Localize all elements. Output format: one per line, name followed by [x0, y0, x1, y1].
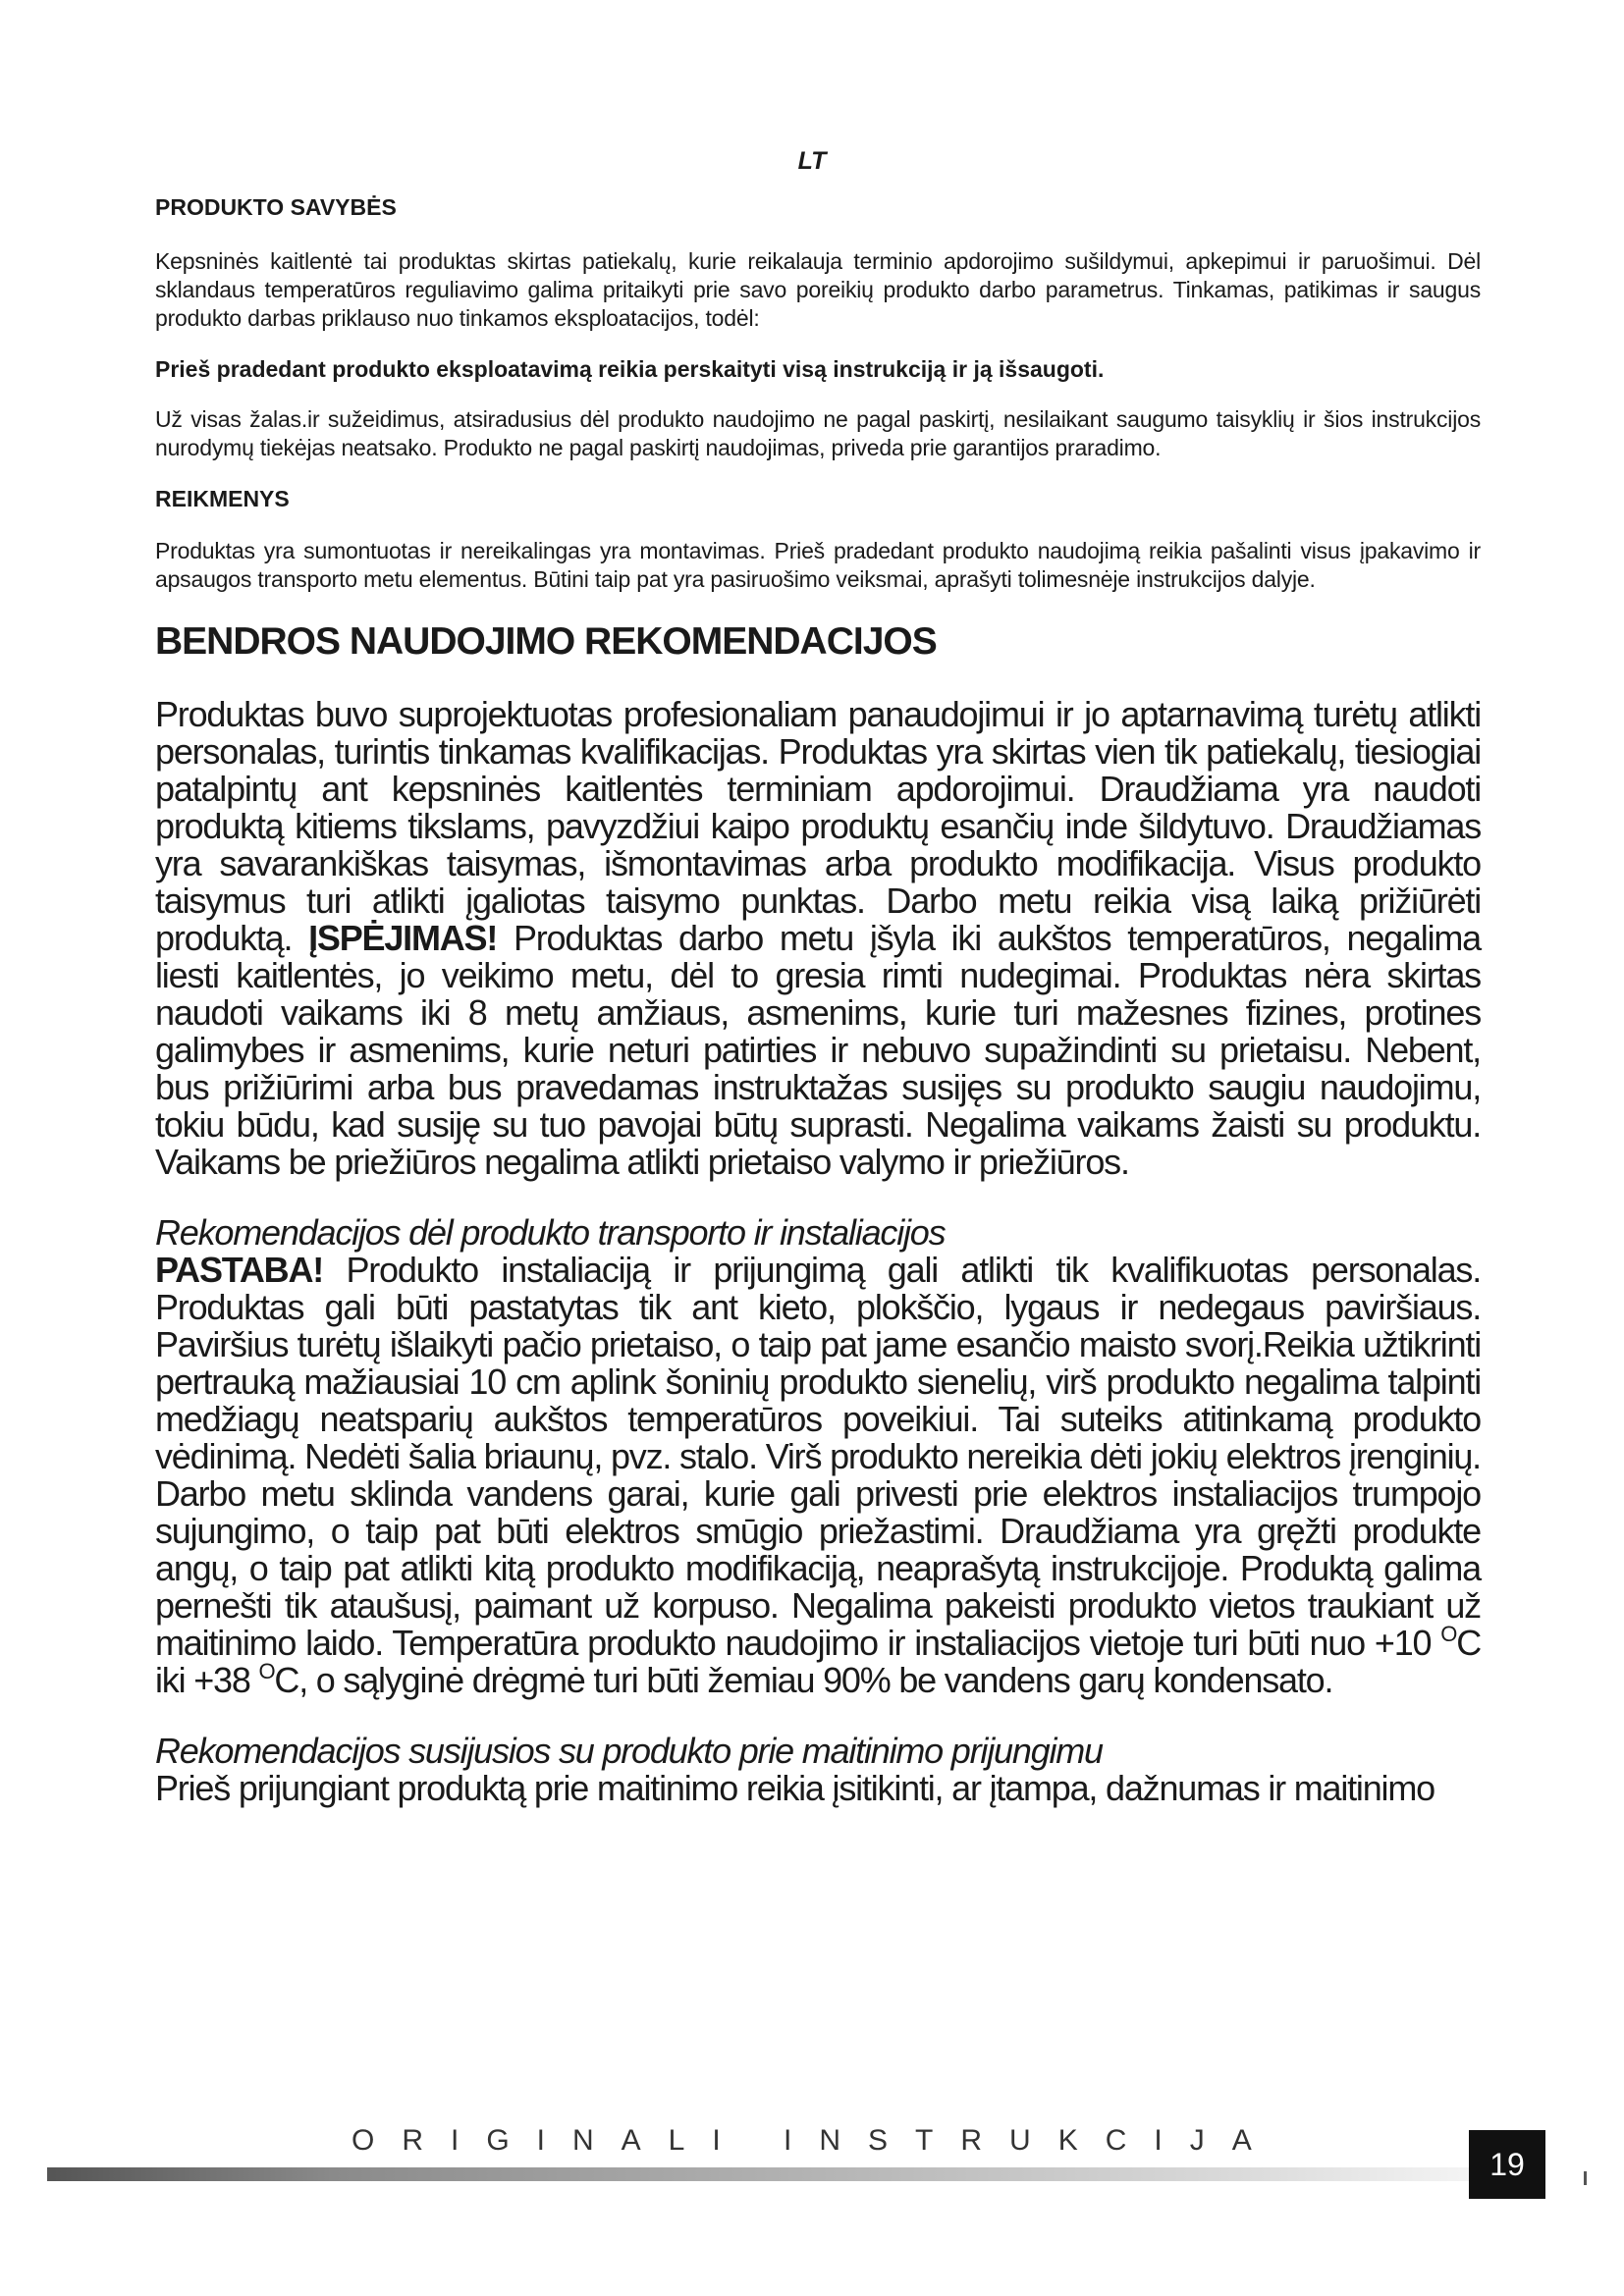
warning-label: ĮSPĖJIMAS! [308, 918, 498, 958]
footer-label: ORIGINALI INSTRUKCIJA [352, 2124, 1279, 2157]
features-bold-note: Prieš pradedant produkto eksploatavimą reikia perskaityti visą instrukciją ir ją išsaugoti. [155, 356, 1105, 382]
features-paragraph-2: Už visas žalas.ir sužeidimus, atsiradusius dėl produkto naudojimo ne pagal paskirtį, nesilaikant saugumo taisyklių ir šios instrukcijos nurodymų tiekėjas neatsako. Produkto ne pagal paskirtį naudojimas, priveda prie garantijos praradimo. [155, 406, 1481, 460]
footer-gradient-bar [47, 2167, 1471, 2181]
transport-text: Produkto instaliaciją ir prijungimą gali atlikti tik kvalifikuotas personalas. Produktas gali būti pastatytas tik ant kieto, plokščio, lygaus ir nedegaus paviršiaus. Paviršius turėtų išlaikyti pačio prietaiso, o taip pat jame esančio maisto svorį.Reikia užtikrinti pertrauką mažiausiai 10 cm aplink šoninių produkto sienelių, virš produkto negalima talpinti medžiagų neatsparių aukštos temperatūros poveikiui. Tai suteiks atitinkamą produkto vėdinimą. Nedėti šalia briaunų, pvz. stalo. Virš produkto nereikia dėti jokių elektros įrenginių. Darbo metu sklinda vandens garai, kurie gali privesti prie elektros instaliacijos trumpojo sujungimo, o taip pat būti elektros smūgio priežastimi. Draudžiama yra gręžti produkte angų, o taip pat atlikti kitą produkto modifikaciją, neaprašytą instrukcijoje. Produktą galima pernešti tik ataušusį, paimant už korpuso. Negalima pakeisti produkto vietos traukiant už maitinimo laido. Temperatūra produkto naudojimo ir instaliacijos vietoje turi būti nuo +10 [155, 1250, 1481, 1663]
features-heading: PRODUKTO SAVYBĖS [155, 194, 397, 220]
transport-subheading: Rekomendacijos dėl produkto transporto ir instaliacijos [155, 1212, 946, 1253]
language-code: LT [797, 147, 827, 175]
transport-paragraph [155, 1252, 1481, 1699]
transport-text-mid: C iki +38 [155, 1623, 1481, 1700]
features-paragraph-1: Kepsninės kaitlentė tai produktas skirtas patiekalų, kurie reikalauja terminio apdorojimo sušildymui, apkepimui ir paruošimui. Dėl sklandaus temperatūros reguliavimo galima pritaikyti prie savo poreikių produkto darbo parametrus. Tinkamas, patikimas ir saugus produkto darbas priklauso nuo tinkamos eksploatacijos, todėl: [155, 248, 1481, 331]
general-heading: BENDROS NAUDOJIMO REKOMENDACIJOS [155, 620, 937, 663]
document-body [155, 192, 1481, 1807]
needs-heading: REIKMENYS [155, 486, 290, 511]
general-paragraph [155, 696, 1481, 1181]
general-text-after: Produktas darbo metu įšyla iki aukštos temperatūros, negalima liesti kaitlentės, jo veikimo metu, dėl to gresia rimti nudegimai. Produktas nėra skirtas naudoti vaikams iki 8 metų amžiaus, asmenims, kurie turi mažesnes fizines, protines galimybes ir asmenims, kurie neturi patirties ir nebuvo supažindinti su prietaisu. Nebent, bus prižiūrimi arba bus pravedamas instruktažas susijęs su produkto saugiu naudojimu, tokiu būdu, kad susiję su tuo pavojai būtų suprasti. Negalima vaikams žaisti su produktu. Vaikams be priežiūros negalima atlikti prietaiso valymo ir priežiūros. [155, 918, 1481, 1182]
transport-text-end: C, o sąlyginė drėgmė turi būti žemiau 90% be vandens garų kondensato. [274, 1660, 1333, 1700]
power-paragraph: Prieš prijungiant produktą prie maitinimo reikia įsitikinti, ar įtampa, dažnumas ir maitinimo [155, 1768, 1435, 1808]
needs-paragraph: Produktas yra sumontuotas ir nereikalingas yra montavimas. Prieš pradedant produkto naudojimą reikia pašalinti visus įpakavimo ir apsaugos transporto metu elementus. Būtini taip pat yra pasiruošimo veiksmai, aprašyti tolimesnėje instrukcijos dalyje. [155, 538, 1481, 592]
general-text-before: Produktas buvo suprojektuotas profesionaliam panaudojimui ir jo aptarnavimą turėtų atlikti personalas, turintis tinkamas kvalifikacijas. Produktas yra skirtas vien tik patiekalų, tiesiogiai patalpintų ant kepsninės kaitlentės terminiam apdorojimui. Draudžiama yra naudoti produktą kitiems tikslams, pavyzdžiui kaipo produktų esančių inde šildytuvo. Draudžiamas yra savarankiškas taisymas, išmontavimas arba produkto modifikacija. Visus produkto taisymus turi atlikti įgaliotas taisymo punktas. Darbo metu reikia visą laiką prižiūrėti produktą. [155, 694, 1481, 958]
page-number: 19 [1469, 2130, 1545, 2199]
degree-mark-2: O [258, 1659, 275, 1683]
power-subheading: Rekomendacijos susijusios su produkto prie maitinimo prijungimu [155, 1731, 1103, 1771]
degree-mark-1: O [1440, 1622, 1457, 1646]
note-label: PASTABA! [155, 1250, 324, 1290]
footer-tick [1584, 2171, 1587, 2185]
page-footer [0, 2120, 1624, 2218]
